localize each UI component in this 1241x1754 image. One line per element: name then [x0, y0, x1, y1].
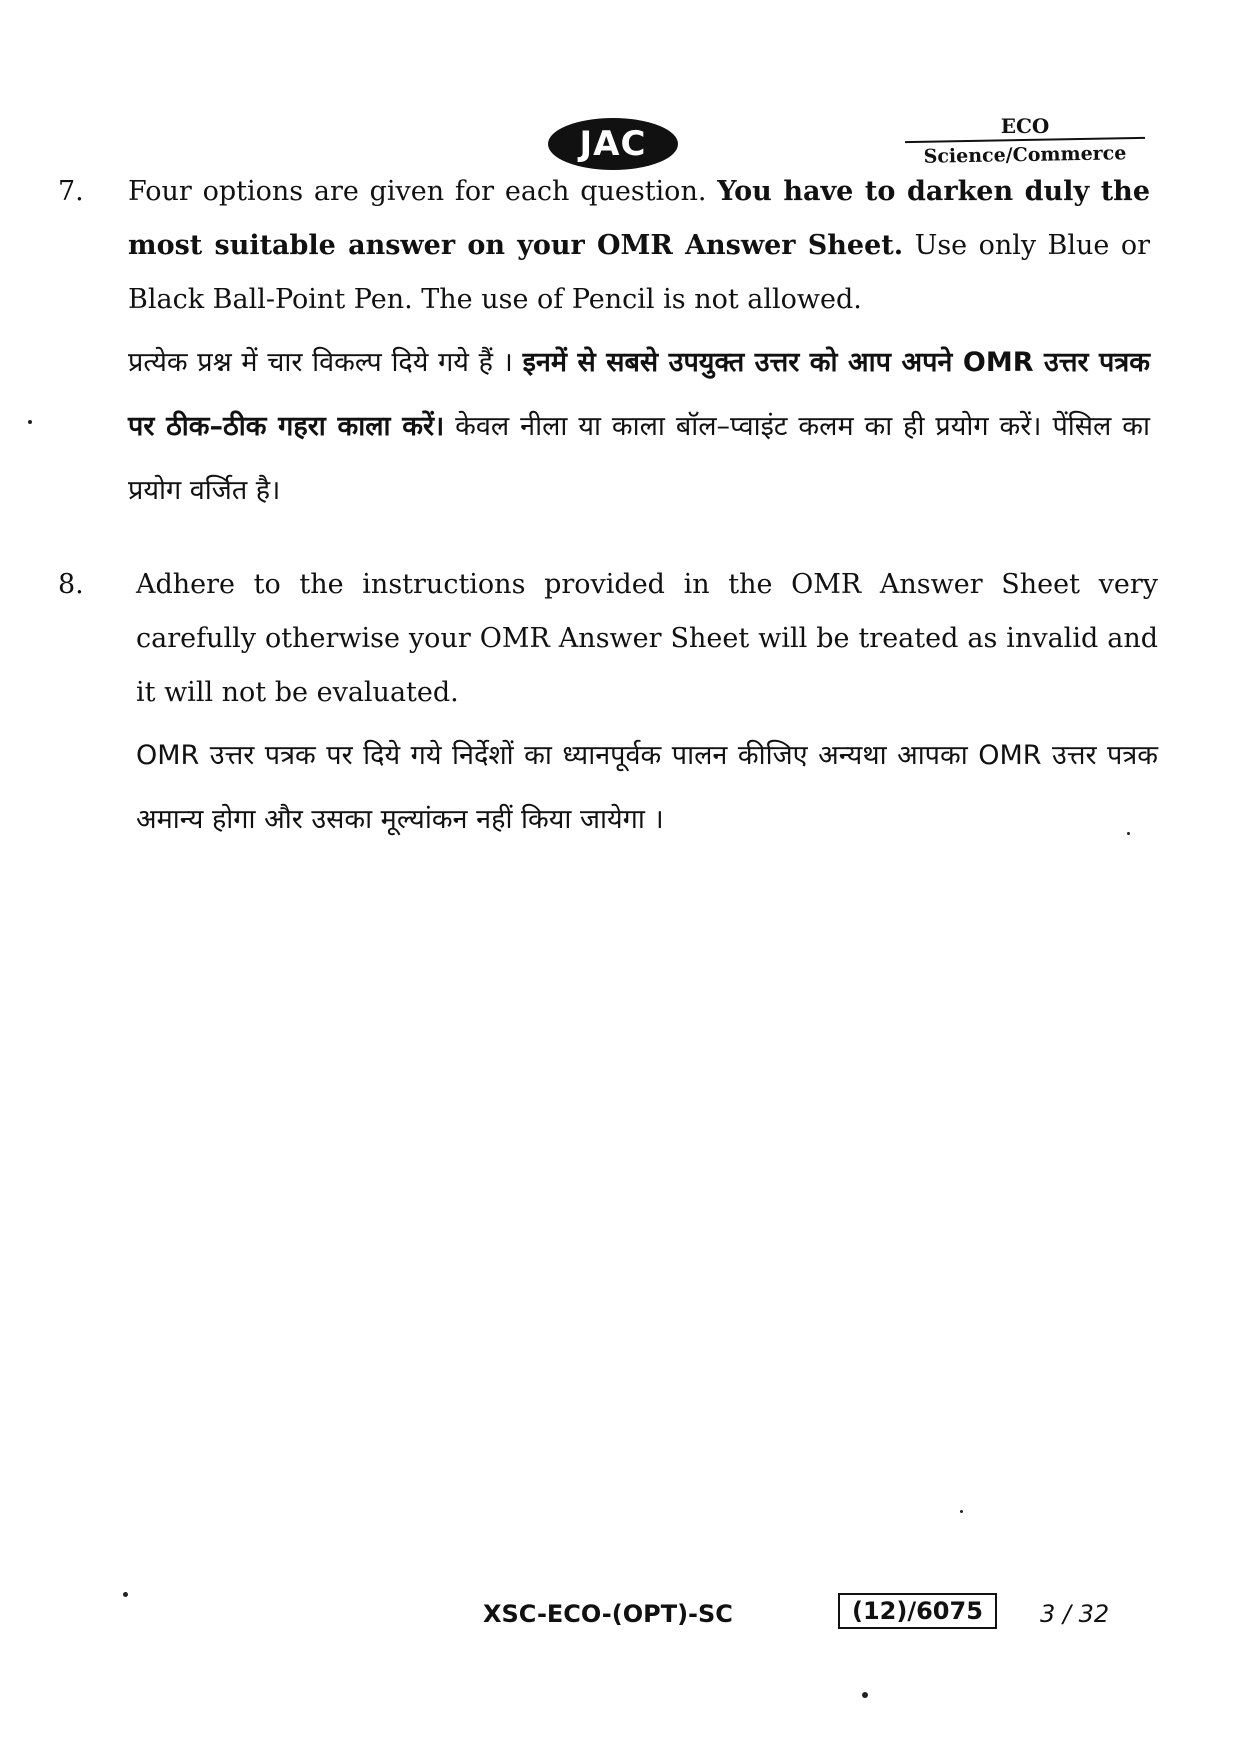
- hindi-text: केवल नीला या काला बॉल–प्वाइंट कलम का ही प्रयोग करें। पेंसिल का प्रयोग वर्जित है।: [128, 411, 1150, 506]
- instruction-body: [136, 558, 1158, 852]
- english-emphasis: You have to darken duly the most suitable answer on your OMR Answer Sheet.: [128, 176, 1150, 261]
- scan-speck: [862, 1692, 868, 1698]
- instruction-english: Adhere to the instructions provided in the OMR Answer Sheet very carefully otherwise your OMR Answer Sheet will be treated as invalid and it will not be evaluated.: [136, 569, 1158, 708]
- subject-stream: Science/Commerce: [923, 142, 1127, 168]
- scan-speck: [28, 420, 32, 424]
- subject-block: [905, 115, 1145, 166]
- instruction-number: 7.: [58, 176, 84, 207]
- english-text: Four options are given for each question.: [128, 176, 718, 207]
- paper-code: XSC-ECO-(OPT)-SC: [483, 1600, 733, 1628]
- jac-logo-text: JAC: [579, 124, 647, 164]
- scan-speck: [123, 1592, 128, 1597]
- subject-code: ECO: [1000, 114, 1050, 138]
- instruction-hindi: [128, 331, 1150, 523]
- instruction-body: [128, 165, 1150, 523]
- jac-logo: [548, 118, 678, 170]
- hindi-text: प्रत्येक प्रश्न में चार विकल्प दिये गये हैं ।: [128, 347, 523, 378]
- set-code-box: (12)/6075: [838, 1593, 997, 1629]
- instruction-number: 8.: [58, 569, 84, 600]
- instruction-hindi: OMR उत्तर पत्रक पर दिये गये निर्देशों का ध्यानपूर्वक पालन कीजिए अन्यथा आपका OMR उत्तर पत्रक अमान्य होगा और उसका मूल्यांकन नहीं किया जायेगा ।: [136, 740, 1158, 835]
- page-number: 3 / 32: [1040, 1600, 1110, 1628]
- english-text: Use only Blue or Black Ball-Point Pen. The use of Pencil is not allowed.: [128, 230, 1150, 315]
- scan-speck: [1127, 832, 1130, 835]
- hindi-emphasis: इनमें से सबसे उपयुक्त उत्तर को आप अपने OMR उत्तर पत्रक पर ठीक–ठीक गहरा काला करें।: [128, 347, 1150, 442]
- scan-speck: [960, 1510, 963, 1513]
- instruction-english: [128, 165, 1150, 327]
